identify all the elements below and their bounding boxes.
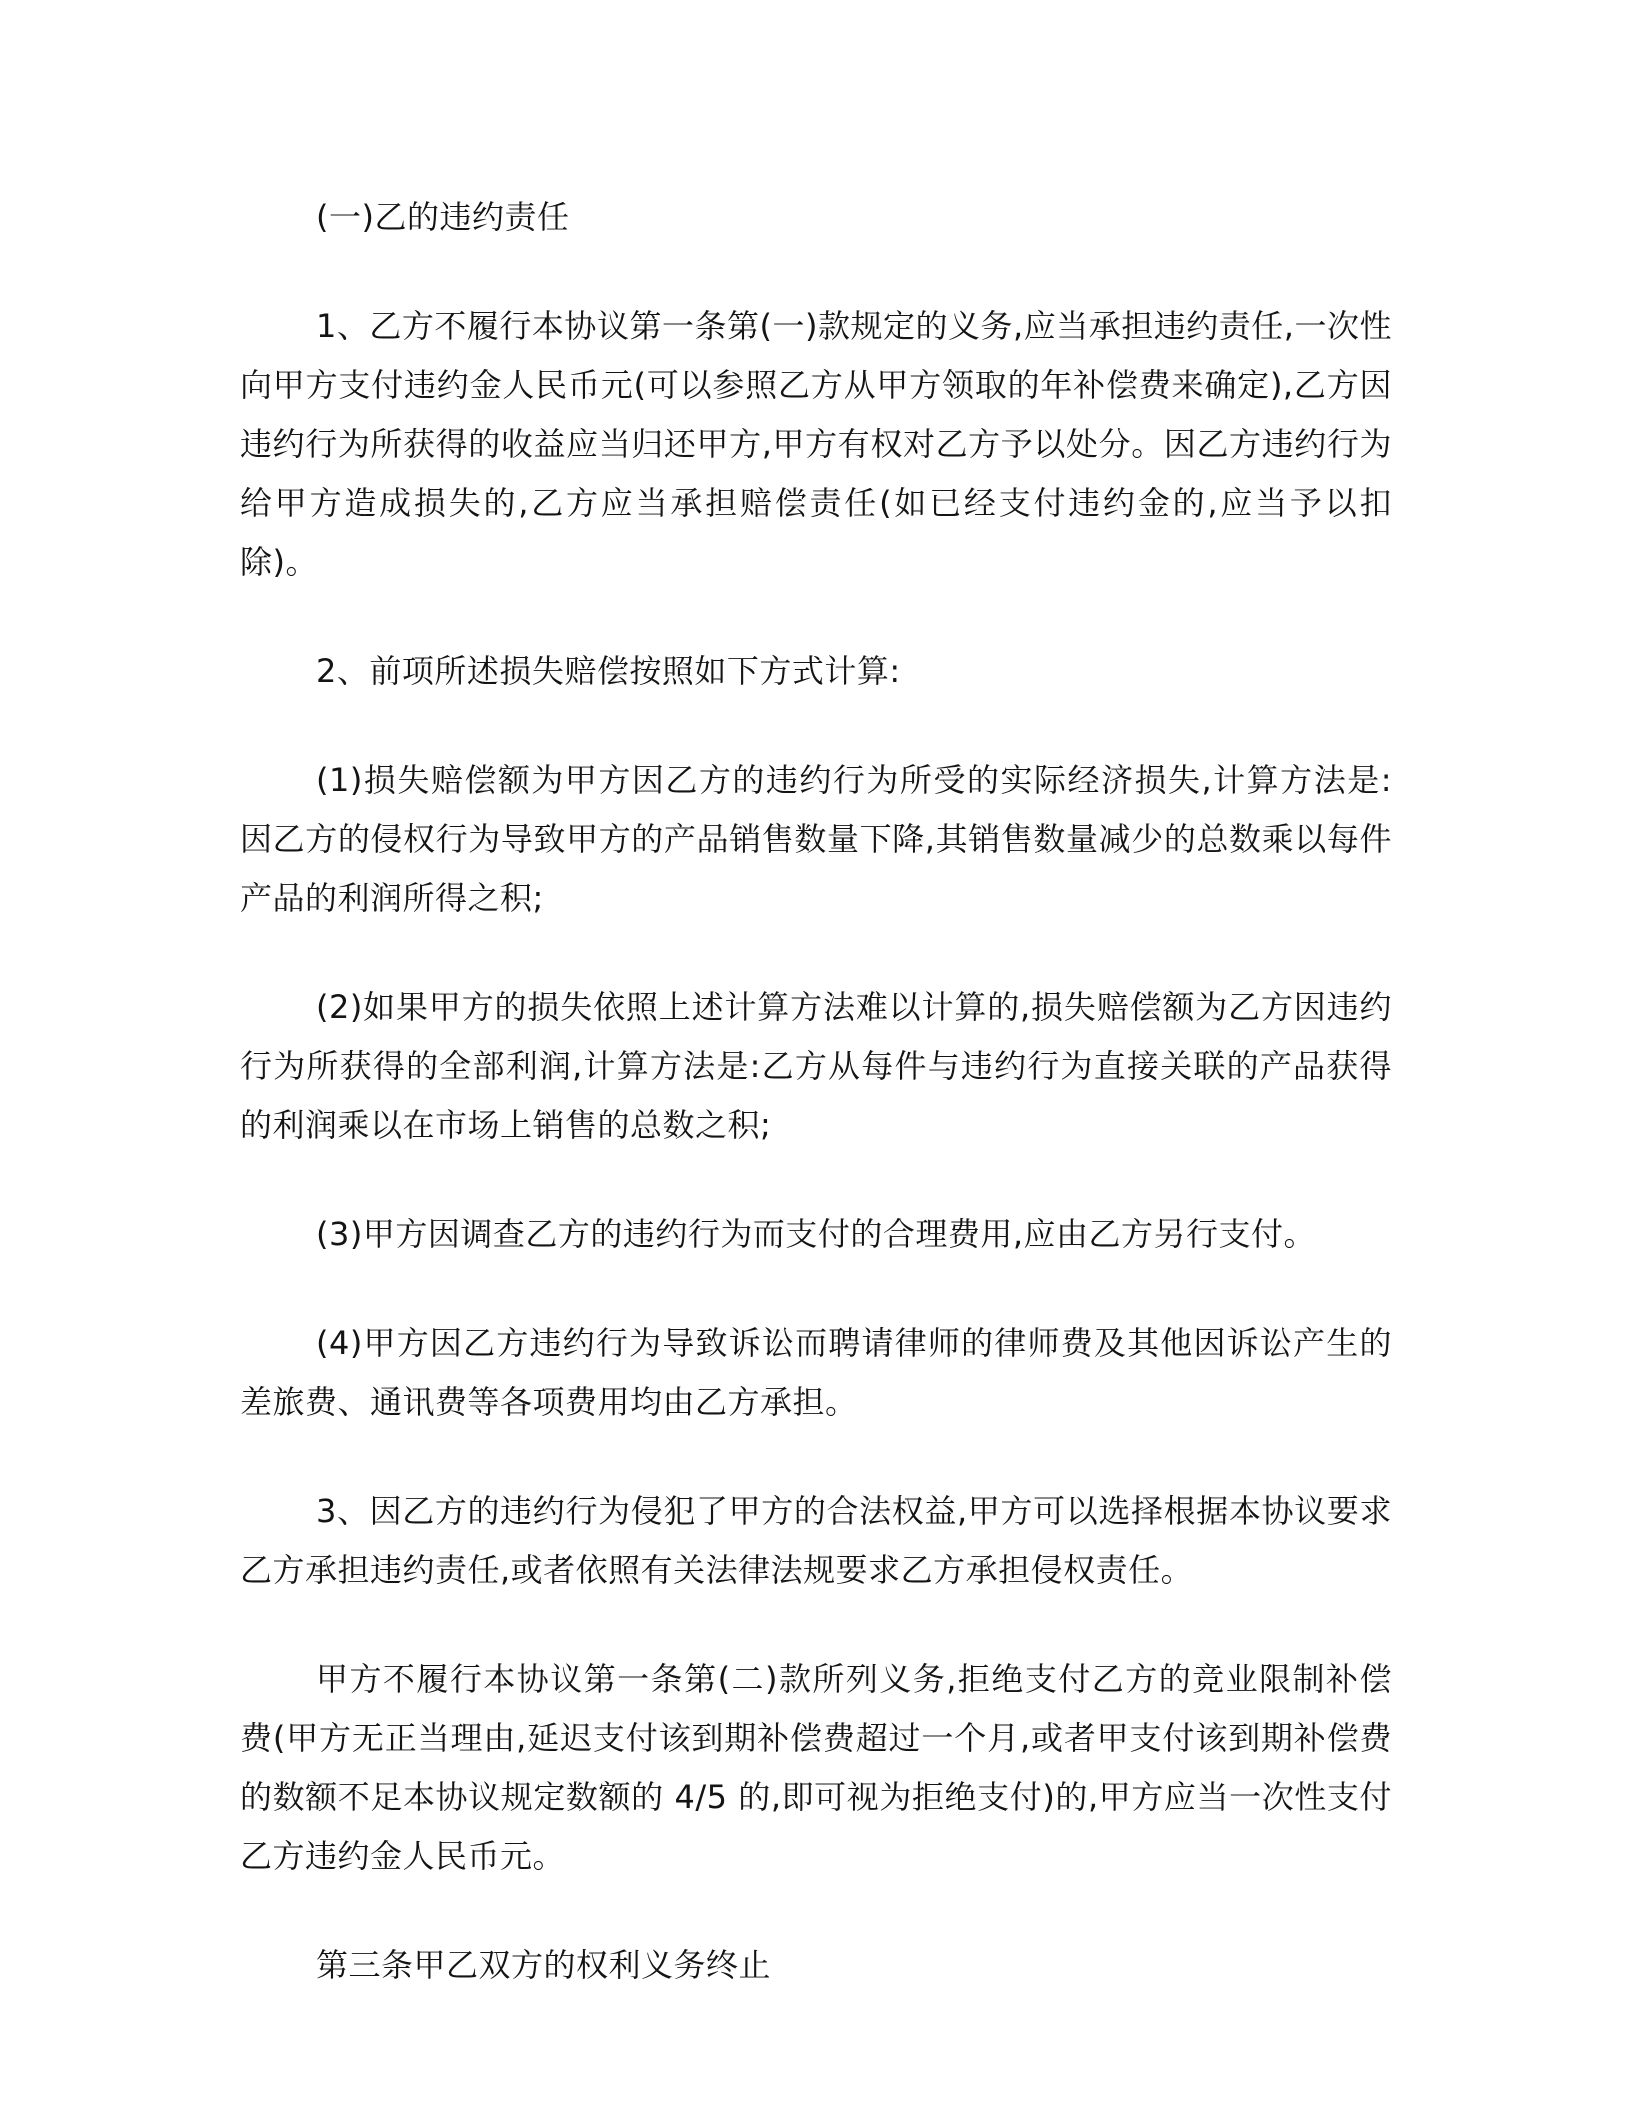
clause-2-paragraph: 2、前项所述损失赔偿按照如下方式计算: (316, 652, 901, 690)
article-3-heading: 第三条甲乙双方的权利义务终止 (316, 1946, 772, 1984)
document-body (240, 188, 1392, 2045)
clause-2-item-4: (4)甲方因乙方违约行为导致诉讼而聘请律师的律师费及其他因诉讼产生的差旅费、通讯费等各项费用均由乙方承担。 (240, 1324, 1392, 1421)
clause-1-paragraph: 1、乙方不履行本协议第一条第(一)款规定的义务,应当承担违约责任,一次性向甲方支付违约金人民币元(可以参照乙方从甲方领取的年补偿费来确定),乙方因违约行为所获得的收益应当归还甲方,甲方有权对乙方予以处分。因乙方违约行为给甲方造成损失的,乙方应当承担赔偿责任(如已经支付违约金的,应当予以扣除)。 (240, 307, 1392, 581)
clause-2-item-3: (3)甲方因调查乙方的违约行为而支付的合理费用,应由乙方另行支付。 (316, 1215, 1317, 1253)
clause-3-paragraph: 3、因乙方的违约行为侵犯了甲方的合法权益,甲方可以选择根据本协议要求乙方承担违约责任,或者依照有关法律法规要求乙方承担侵权责任。 (240, 1492, 1392, 1589)
clause-2-item-1: (1)损失赔偿额为甲方因乙方的违约行为所受的实际经济损失,计算方法是:因乙方的侵权行为导致甲方的产品销售数量下降,其销售数量减少的总数乘以每件产品的利润所得之积; (240, 761, 1392, 917)
section-heading-breach-liability: (一)乙的违约责任 (316, 198, 570, 236)
clause-2-item-2: (2)如果甲方的损失依照上述计算方法难以计算的,损失赔偿额为乙方因违约行为所获得的全部利润,计算方法是:乙方从每件与违约行为直接关联的产品获得的利润乘以在市场上销售的总数之积; (240, 988, 1392, 1144)
party-a-breach-paragraph: 甲方不履行本协议第一条第(二)款所列义务,拒绝支付乙方的竞业限制补偿费(甲方无正当理由,延迟支付该到期补偿费超过一个月,或者甲支付该到期补偿费的数额不足本协议规定数额的 4/5 的,即可视为拒绝支付)的,甲方应当一次性支付乙方违约金人民币元。 (240, 1660, 1392, 1875)
